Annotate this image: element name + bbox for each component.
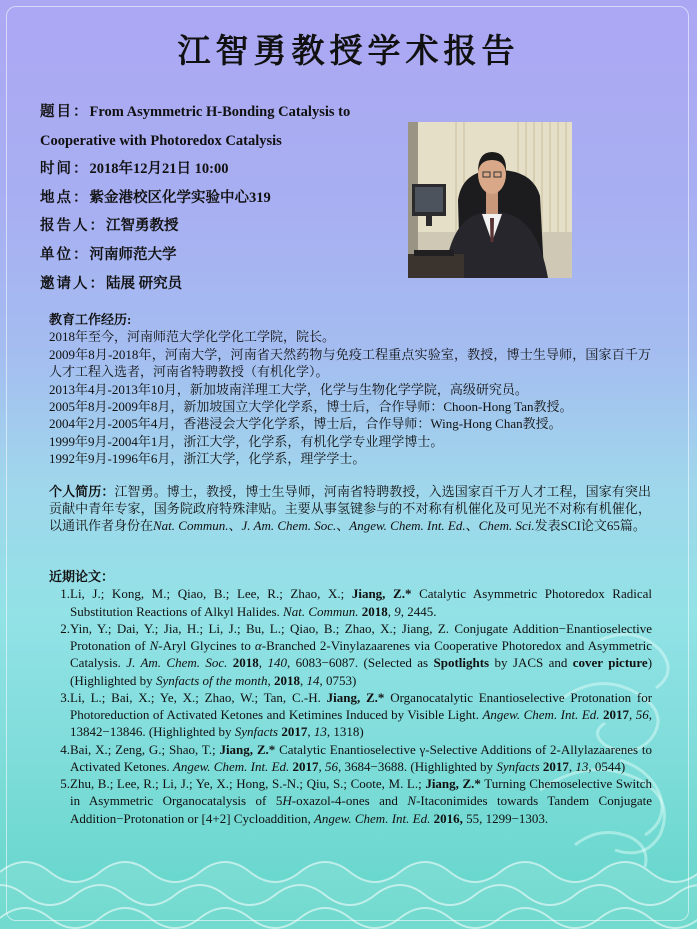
paper-text: , — [568, 758, 576, 774]
location-value: 紫金港校区化学实验中心319 — [89, 189, 271, 206]
paper-bold-text: 2018 — [274, 672, 301, 688]
paper-item — [49, 585, 652, 620]
paper-text: -Itaconimides towards Tandem Conjugate Addition−Protonation or [4+2] Cycloaddition, — [70, 793, 652, 826]
location-label: 地点： — [40, 189, 90, 206]
paper-item — [49, 741, 652, 776]
paper-bold-text: cover picture — [572, 655, 648, 671]
paper-bold-text: 2016, — [430, 810, 463, 826]
paper-number: 5. — [60, 776, 70, 791]
paper-text: , — [629, 707, 636, 722]
speaker-value: 江智勇教授 — [106, 218, 179, 235]
paper-italic-text: Angew. Chem. Int. Ed. — [313, 810, 431, 826]
paper-number: 3. — [60, 689, 70, 705]
paper-bold-text: 2018 — [227, 655, 259, 671]
paper-bold-text: Jiang, Z.* — [326, 689, 385, 705]
speaker-photo — [408, 122, 572, 278]
lecture-info — [40, 98, 400, 298]
paper-text: , 0544) — [588, 758, 626, 774]
paper-bold-text: Jiang, Z.* — [219, 741, 276, 757]
paper-text: Catalytic Enantioselective γ-Selective Additions of 2-Allylazaarenes to Activated Ketones. — [70, 741, 653, 774]
paper-text: ) (Highlighted by — [70, 655, 653, 688]
time-value: 2018年12月21日 10:00 — [89, 161, 229, 178]
paper-text: , — [258, 655, 268, 671]
paper-text: Turning Chemoselective Switch in Asymmetric Organocatalysis of 5 — [70, 776, 653, 809]
topic-row-2 — [40, 127, 400, 156]
paper-text: Catalytic Asymmetric Photoredox Radical Substitution Reactions of Alkyl Halides. — [70, 586, 653, 619]
paper-citation — [70, 775, 652, 827]
papers-section — [49, 568, 652, 827]
bio-section — [49, 483, 651, 535]
topic-label: 题目： — [40, 104, 90, 120]
paper-bold-text: 2017 — [539, 758, 569, 774]
bio-journal: Chem. Sci. — [478, 518, 535, 534]
bio-label: 个人简历： — [49, 484, 115, 499]
education-item: 2013年4月-2013年10月，新加坡南洋理工大学，化学与生物化学学院，高级研究员。 — [49, 381, 528, 397]
host-label: 邀请人： — [40, 275, 106, 292]
paper-text: Organocatalytic Enantioselective Protonation for Photoreduction of Activated Ketones and Ketimines Induced by Visible Light. — [70, 689, 653, 722]
paper-text: , — [307, 724, 314, 740]
affiliation-label: 单位： — [40, 246, 90, 263]
host-value: 陆展 研究员 — [106, 275, 183, 292]
time-row — [40, 155, 400, 184]
paper-bold-text: 2018 — [358, 603, 388, 619]
paper-text: Bai, X.; Zeng, G.; Shao, T.; — [70, 741, 220, 757]
paper-italic-text: J. Am. Chem. Soc. — [126, 655, 228, 671]
education-item: 2009年8月-2018年，河南大学，河南省天然药物与免疫工程重点实验室，教授，博士生导师，国家百千万人才工程入选者，河南省特聘教授（有机化学）。 — [49, 346, 651, 380]
paper-italic-text: Angew. Chem. Int. Ed. — [172, 758, 290, 774]
paper-citation — [70, 741, 652, 776]
paper-citation — [70, 620, 652, 689]
paper-text: , 0753) — [319, 672, 357, 688]
education-item: 2005年8月-2009年8月，新加坡国立大学化学系，博士后，合作导师：Choon-Hong Tan教授。 — [49, 399, 573, 415]
paper-italic-text: 13 — [575, 758, 589, 774]
paper-text: by JACS and — [489, 655, 573, 671]
paper-item — [49, 620, 652, 689]
time-label: 时间： — [40, 161, 90, 178]
paper-number: 4. — [60, 741, 70, 757]
paper-text: , 1318) — [326, 724, 364, 740]
paper-text: , 3684−3688. (Highlighted by — [338, 758, 497, 774]
location-row — [40, 184, 400, 213]
paper-text: Li, J.; Kong, M.; Qiao, B.; Lee, R.; Zhao, X.; — [70, 586, 352, 602]
bio-text-end: 发表SCI论文65篇。 — [534, 518, 646, 534]
paper-text: -oxazol-4-ones and — [291, 793, 408, 809]
paper-bold-text: Spotlights — [433, 655, 490, 671]
paper-italic-text: Angew. Chem. Int. Ed. — [482, 707, 600, 722]
paper-text: , — [300, 672, 307, 688]
paper-italic-text: 13 — [313, 724, 327, 740]
paper-bold-text: 2017 — [278, 724, 308, 740]
host-row — [40, 270, 400, 299]
paper-text: , — [387, 603, 395, 619]
paper-text: , 13842−13846. (Highlighted by — [70, 707, 652, 740]
topic-line2: Cooperative with Photoredox Catalysis — [40, 132, 282, 149]
paper-italic-text: Synfacts — [234, 724, 279, 740]
education-heading: 教育工作经历: — [49, 312, 132, 327]
paper-bold-text: 2017 — [289, 758, 319, 774]
paper-text: -Aryl Glycines to — [158, 638, 255, 653]
paper-text: , — [318, 758, 326, 774]
paper-text: , 6083−6087. (Selected as — [286, 655, 434, 671]
paper-text: -Branched 2-Vinylazaarenes via Cooperative Photoredox and Asymmetric Catalysis. — [70, 638, 653, 671]
bio-text: 江智勇。博士，教授，博士生导师，河南省特聘教授，入选国家百千万人才工程，国家有突出贡献中青年专家，国务院政府特殊津贴。主要从事氢键参与的不对称有机催化及可见光不对称有机催化，以通讯作者身份在 — [49, 484, 651, 534]
education-item: 1999年9月-2004年1月，浙江大学，化学系，有机化学专业理学博士。 — [49, 433, 444, 449]
paper-list — [49, 585, 652, 827]
paper-italic-text: Synfacts — [496, 758, 540, 774]
affiliation-value: 河南师范大学 — [89, 246, 177, 263]
paper-italic-text: N — [149, 638, 159, 653]
paper-italic-text: 14 — [306, 672, 320, 688]
bio-journal: Nat. Commun. — [153, 518, 229, 534]
paper-text: Yin, Y.; Dai, Y.; Jia, H.; Li, J.; Bu, L.; Qiao, B.; Zhao, X.; Jiang, Z. Conjugate Addition−Enantioselective Protonation of — [70, 620, 652, 653]
page-title: 江智勇教授学术报告 — [177, 34, 520, 70]
bio-separator: 、 — [228, 518, 242, 534]
paper-bold-text: 2017 — [599, 707, 630, 722]
bio-journal: J. Am. Chem. Soc. — [241, 518, 337, 534]
bio-separator: 、 — [336, 518, 350, 534]
papers-heading: 近期论文： — [49, 569, 115, 584]
paper-text: , — [267, 672, 275, 688]
paper-item — [49, 689, 652, 741]
paper-number: 1. — [60, 586, 70, 602]
education-item: 2018年至今，河南师范大学化学化工学院，院长。 — [49, 329, 336, 345]
paper-text: , 2445. — [400, 603, 437, 619]
paper-citation — [70, 585, 652, 620]
paper-text: Li, L.; Bai, X.; Ye, X.; Zhao, W.; Tan, C.-H. — [70, 689, 327, 705]
topic-line1: From Asymmetric H-Bonding Catalysis to — [89, 104, 351, 120]
bio-journal: Angew. Chem. Int. Ed. — [349, 518, 466, 534]
affiliation-row — [40, 241, 400, 270]
education-item: 1992年9月-1996年6月，浙江大学，化学系，理学学士。 — [49, 451, 366, 467]
paper-number: 2. — [60, 620, 70, 636]
paper-text: Zhu, B.; Lee, R.; Li, J.; Ye, X.; Hong, S.-N.; Qiu, S.; Coote, M. L.; — [70, 776, 426, 791]
paper-italic-text: 140 — [267, 655, 287, 671]
paper-italic-text: 56 — [635, 707, 649, 722]
paper-citation — [70, 689, 652, 741]
paper-italic-text: N — [407, 793, 417, 809]
bio-separator: 、 — [465, 518, 479, 534]
paper-italic-text: α — [254, 638, 262, 653]
paper-bold-text: Jiang, Z.* — [425, 776, 481, 791]
education-item: 2004年2月-2005年4月，香港浸会大学化学系，博士后，合作导师：Wing-Hong Chan教授。 — [49, 416, 562, 432]
paper-italic-text: Synfacts of the month — [155, 672, 268, 688]
speaker-row — [40, 212, 400, 241]
paper-italic-text: Nat. Commun. — [283, 603, 359, 619]
topic-row — [40, 98, 400, 127]
paper-italic-text: 56 — [325, 758, 339, 774]
paper-bold-text: Jiang, Z.* — [351, 586, 412, 602]
paper-italic-text: H — [282, 793, 292, 809]
paper-item — [49, 775, 652, 827]
paper-italic-text: 9 — [394, 603, 401, 619]
speaker-label: 报告人： — [40, 218, 106, 235]
education-list — [49, 328, 651, 467]
paper-text: 55, 1299−1303. — [462, 810, 549, 826]
education-section — [49, 311, 651, 468]
